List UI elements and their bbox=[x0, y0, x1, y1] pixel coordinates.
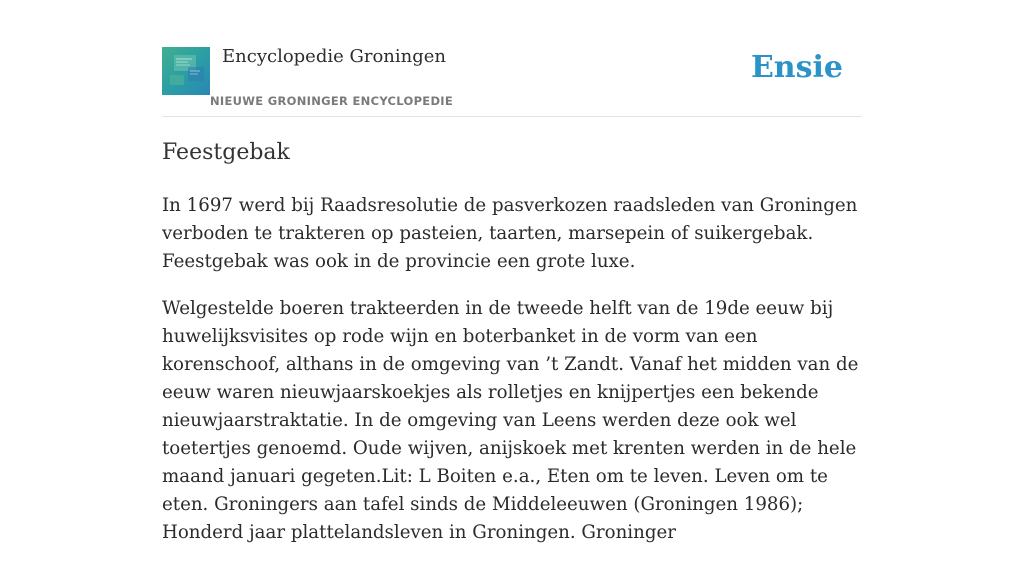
page bbox=[162, 0, 862, 543]
ensie-logo[interactable]: Ensie bbox=[750, 50, 843, 85]
article-body bbox=[162, 192, 862, 566]
article-paragraph: Welgestelde boeren trakteerden in de tweede helft van de 19de eeuw bij huwelijksvisites op rode wijn en boterbanket in de vorm van een korenschoof, althans in de omgeving van ’t Zandt. Vanaf het midden van de eeuw waren nieuwjaarskoekjes als rolletjes en knijpertjes een bekende nieuwjaarstraktatie. In de omgeving van Leens werden deze ook wel toetertjes genoemd. Oude wijven, anijskoek met krenten werden in de hele maand januari gegeten.Lit: L Boiten e.a., Eten om te leven. Leven om te eten. Groningers aan tafel sinds de Middeleeuwen (Groningen 1986); Honderd jaar plattelandsleven in Groningen. Groninger bbox=[162, 298, 859, 543]
article-paragraph: In 1697 werd bij Raadsresolutie de pasverkozen raadsleden van Groningen verboden te trakteren op pasteien, taarten, marsepein of suikergebak. Feestgebak was ook in de provincie een grote luxe. bbox=[162, 195, 858, 272]
article-title: Feestgebak bbox=[162, 140, 290, 165]
encyclopedia-cover-icon[interactable] bbox=[162, 47, 210, 95]
site-title[interactable]: Encyclopedie Groningen bbox=[222, 46, 447, 67]
site-subtitle: NIEUWE GRONINGER ENCYCLOPEDIE bbox=[210, 94, 454, 108]
site-header bbox=[162, 0, 862, 117]
